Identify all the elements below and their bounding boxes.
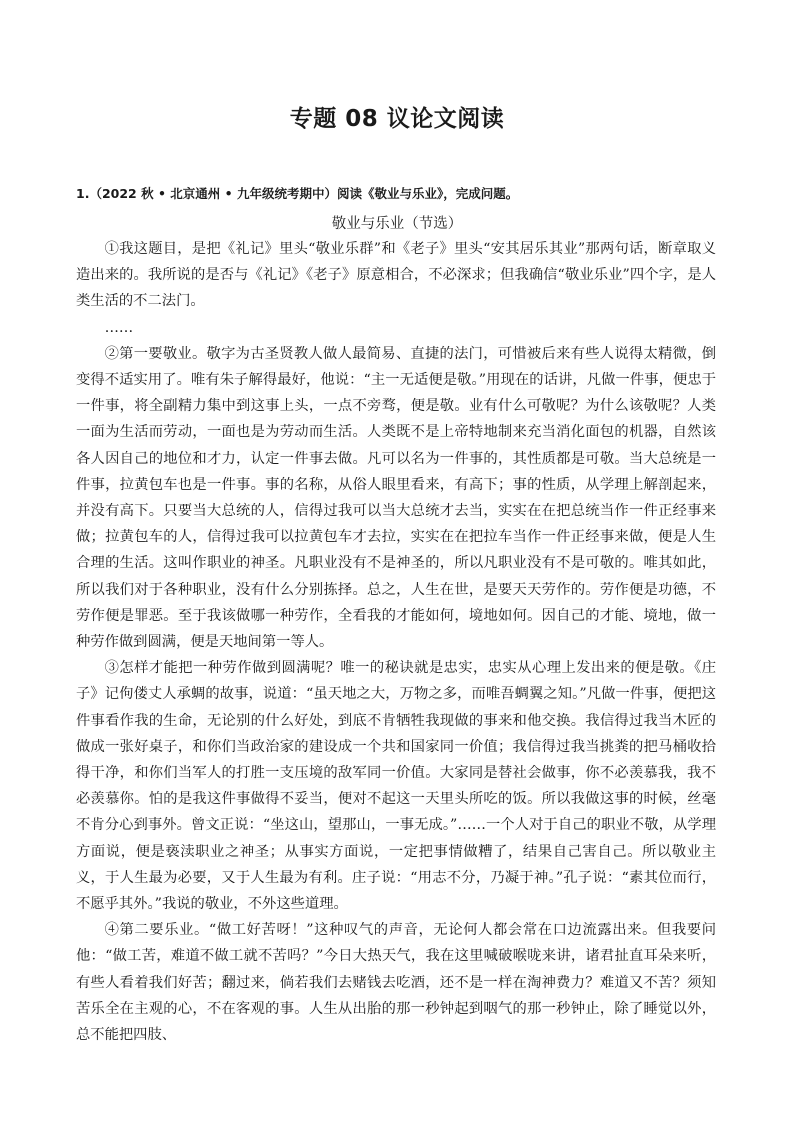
passage-title: 敬业与乐业（节选） <box>331 216 463 232</box>
paragraph-3: ③怎样才能把一种劳作做到圆满呢？唯一的秘诀就是忠实，忠实从心理上发出来的便是敬。《庄子》记佝偻丈人承蜩的故事，说道：“虽天地之大，万物之多，而唯吾蜩翼之知。”凡做一件事，便把这件事看作我的生命，无论别的什么好处，到底不肯牺牲我现做的事来和他交换。我信得过我当木匠的做成一张好桌子，和你们当政治家的建设成一个共和国家同一价值；我信得过我当挑粪的把马桶收拾得干净，和你们当军人的打胜一支压境的敌军同一价值。大家同是替社会做事，你不必羡慕我，我不必羡慕你。怕的是我这件事做得不妥当，便对不起这一天里头所吃的饭。所以我做这事的时候，丝毫不肯分心到事外。曾文正说：“坐这山，望那山，一事无成。”……一个人对于自己的职业不敬，从学理方面说，便是亵渎职业之神圣；从事实方面说，一定把事情做糟了，结果自己害自己。所以敬业主义，于人生最为必要，又于人生最为有利。庄子说：“用志不分，乃凝于神。”孔子说：“素其位而行，不愿乎其外。”我说的敬业，不外这些道理。 <box>76 660 716 913</box>
question-heading: 1.（2022 秋 • 北京通州 • 九年级统考期中）阅读《敬业与乐业》，完成问题。 <box>76 186 519 201</box>
document-title: 专题 08 议论文阅读 <box>289 106 505 132</box>
passage-body <box>76 236 716 1048</box>
paragraph-2: ②第一要敬业。敬字为古圣贤教人做人最简易、直捷的法门，可惜被后来有些人说得太精微，倒变得不适实用了。唯有朱子解得最好，他说：“主一无适便是敬。”用现在的话讲，凡做一件事，便忠于一件事，将全副精力集中到这事上头，一点不旁骛，便是敬。业有什么可敬呢？为什么该敬呢？人类一面为生活而劳动，一面也是为劳动而生活。人类既不是上帝特地制来充当消化面包的机器，自然该各人因自己的地位和才力，认定一件事去做。凡可以名为一件事的，其性质都是可敬。当大总统是一件事，拉黄包车也是一件事。事的名称，从俗人眼里看来，有高下；事的性质，从学理上解剖起来，并没有高下。只要当大总统的人，信得过我可以当大总统才去当，实实在在把总统当作一件正经事来做；拉黄包车的人，信得过我可以拉黄包车才去拉，实实在在把拉车当作一件正经事来做，便是人生合理的生活。这叫作职业的神圣。凡职业没有不是神圣的，所以凡职业没有不是可敬的。唯其如此，所以我们对于各种职业，没有什么分别拣择。总之，人生在世，是要天天劳作的。劳作便是功德，不劳作便是罪恶。至于我该做哪一种劳作，全看我的才能如何，境地如何。因自己的才能、境地，做一种劳作做到圆满，便是天地间第一等人。 <box>76 345 716 651</box>
paragraph-4: ④第二要乐业。“做工好苦呀！”这种叹气的声音，无论何人都会常在口边流露出来。但我要问他：“做工苦，难道不做工就不苦吗？”今日大热天气，我在这里喊破喉咙来讲，诸君扯直耳朵来听，有些人看着我们好苦；翻过来，倘若我们去赌钱去吃酒，还不是一样在淘神费力？难道又不苦？须知苦乐全在主观的心，不在客观的事。人生从出胎的那一秒钟起到咽气的那一秒钟止，除了睡觉以外，总不能把四肢、 <box>76 922 716 1044</box>
paragraph-1: ①我这题目，是把《礼记》里头“敬业乐群”和《老子》里头“安其居乐其业”那两句话，断章取义造出来的。我所说的是否与《礼记》《老子》原意相合，不必深求；但我确信“敬业乐业”四个字，是人类生活的不二法门。 <box>76 241 716 310</box>
paragraph-ellipsis: …… <box>104 319 134 336</box>
